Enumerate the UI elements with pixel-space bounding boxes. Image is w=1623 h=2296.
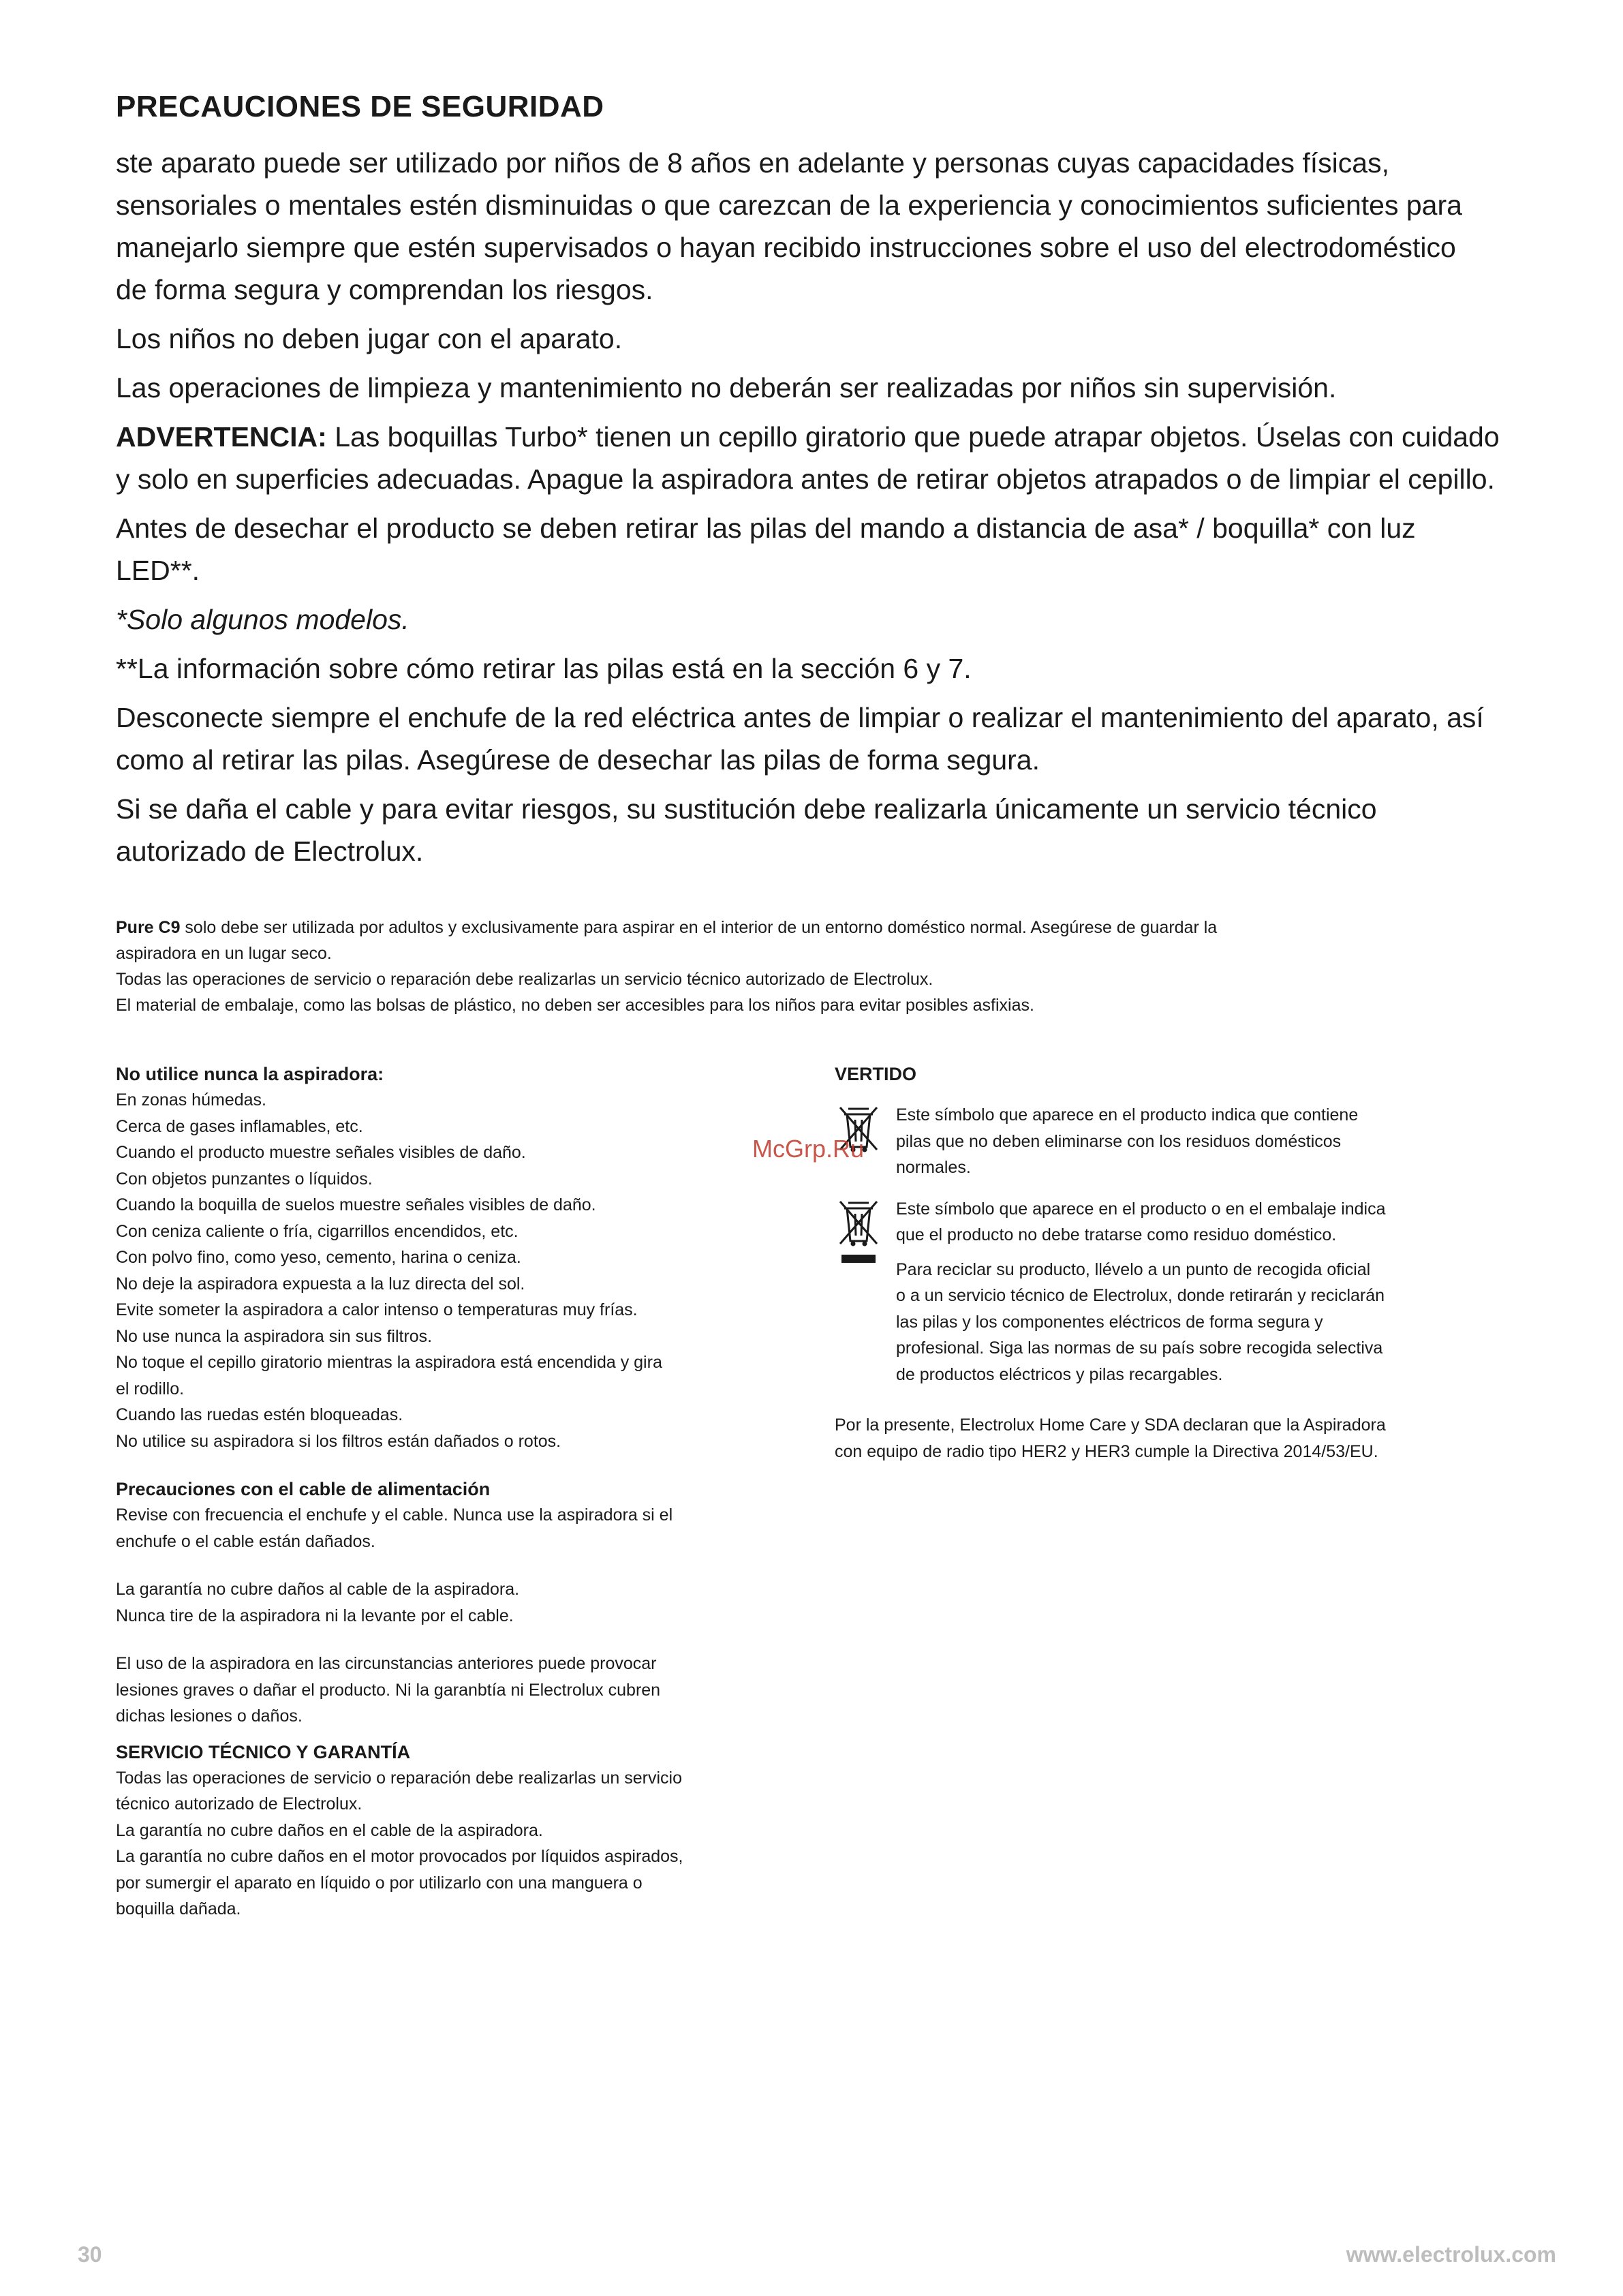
list-item: No use nunca la aspiradora sin sus filtros. (116, 1326, 433, 1346)
paragraph-some-models: *Solo algunos modelos. (116, 604, 409, 635)
paragraph-cable-replacement (116, 788, 1533, 872)
service-line: boquilla dañada. (116, 1899, 241, 1918)
paragraph-battery-info: **La información sobre cómo retirar las pilas está en la sección 6 y 7. (116, 653, 972, 684)
crossed-out-bin-with-bar-icon (835, 1196, 896, 1388)
intro-line: Todas las operaciones de servicio o reparación debe realizarlas un servicio técnico autorizado de Electrolux. (116, 970, 933, 989)
list-item: Cerca de gases inflamables, etc. (116, 1116, 363, 1136)
text-line: Por la presente, Electrolux Home Care y SDA declaran que la Aspiradora (835, 1415, 1386, 1435)
paragraph-batteries (116, 507, 1533, 592)
text-line: LED**. (116, 555, 200, 586)
left-column (116, 1061, 797, 1923)
list-item: Cuando el producto muestre señales visibles de daño. (116, 1143, 526, 1162)
product-symbol-text (896, 1196, 1516, 1388)
text-line: las pilas y los componentes eléctricos de forma segura y (896, 1312, 1323, 1332)
service-line: por sumergir el aparato en líquido o por utilizarlo con una manguera o (116, 1873, 643, 1893)
cable-line: Revise con frecuencia el enchufe y el cable. Nunca use la aspiradora si el (116, 1505, 673, 1525)
list-item: No utilice su aspiradora si los filtros están dañados o rotos. (116, 1431, 561, 1451)
list-item: En zonas húmedas. (116, 1090, 266, 1109)
list-item: Con polvo fino, como yeso, cemento, harina o ceniza. (116, 1248, 521, 1267)
safety-lead-text (116, 142, 1533, 879)
service-line: La garantía no cubre daños en el motor provocados por líquidos aspirados, (116, 1847, 683, 1866)
service-line: Todas las operaciones de servicio o reparación debe realizarlas un servicio (116, 1768, 683, 1788)
text-line: sensoriales o mentales estén disminuidas o que carezcan de la experiencia y conocimientos suficientes para (116, 189, 1462, 221)
list-item: el rodillo. (116, 1379, 185, 1398)
list-item: Evite someter la aspiradora a calor intenso o temperaturas muy frías. (116, 1300, 638, 1319)
text-line: como al retirar las pilas. Asegúrese de desechar las pilas de forma segura. (116, 744, 1040, 776)
text-line: con equipo de radio tipo HER2 y HER3 cumple la Directiva 2014/53/EU. (835, 1441, 1378, 1461)
disposal-title: VERTIDO (835, 1064, 917, 1084)
page-number: 30 (78, 2242, 102, 2267)
list-item: Cuando las ruedas estén bloqueadas. (116, 1405, 403, 1424)
list-item: Con objetos punzantes o líquidos. (116, 1169, 373, 1189)
text-line: Las boquillas Turbo* tienen un cepillo giratorio que puede atrapar objetos. Úselas con cuidado (326, 421, 1500, 453)
text-line: Este símbolo que aparece en el producto o en el embalaje indica (896, 1199, 1386, 1219)
list-item: Cuando la boquilla de suelos muestre señales visibles de daño. (116, 1195, 596, 1214)
warranty-line: Nunca tire de la aspiradora ni la levante por el cable. (116, 1606, 514, 1625)
intro-line (116, 915, 1513, 940)
text-line: manejarlo siempre que estén supervisados o hayan recibido instrucciones sobre el uso del electrodoméstico (116, 232, 1456, 263)
injury-line: El uso de la aspiradora en las circunstancias anteriores puede provocar (116, 1654, 657, 1673)
text-line: Antes de desechar el producto se deben retirar las pilas del mando a distancia de asa* / boquilla* con luz (116, 512, 1416, 544)
paragraph-cleaning: Las operaciones de limpieza y mantenimiento no deberán ser realizadas por niños sin supervisión. (116, 372, 1337, 403)
battery-symbol-text (896, 1102, 1516, 1181)
text-line: Si se daña el cable y para evitar riesgos, su sustitución debe realizarla únicamente un servicio técnico (116, 793, 1377, 825)
text-line: solo debe ser utilizada por adultos y exclusivamente para aspirar en el interior de un entorno doméstico normal. Asegúrese de guardar la (180, 918, 1218, 937)
paragraph-warning (116, 416, 1533, 500)
text-line: ste aparato puede ser utilizado por niños de 8 años en adelante y personas cuyas capacidades físicas, (116, 147, 1389, 179)
text-line: y solo en superficies adecuadas. Apague la aspiradora antes de retirar objetos atrapados o de limpiar el cepillo. (116, 463, 1495, 495)
injury-line: lesiones graves o dañar el producto. Ni la garanbtía ni Electrolux cubren (116, 1680, 661, 1700)
cable-title: Precauciones con el cable de alimentación (116, 1479, 491, 1499)
cable-line: enchufe o el cable están dañados. (116, 1531, 375, 1551)
never-use-list (116, 1087, 797, 1454)
paragraph-children-play: Los niños no deben jugar con el aparato. (116, 323, 623, 354)
text-line: Este símbolo que aparece en el producto indica que contiene (896, 1105, 1359, 1124)
paragraph-supervision (116, 142, 1533, 311)
warning-label: ADVERTENCIA: (116, 421, 327, 453)
text-line: pilas que no deben eliminarse con los residuos domésticos (896, 1131, 1342, 1151)
service-line: técnico autorizado de Electrolux. (116, 1794, 362, 1813)
list-item: No toque el cepillo giratorio mientras la aspiradora está encendida y gira (116, 1353, 662, 1372)
text-line: de forma segura y comprendan los riesgos. (116, 274, 653, 305)
website-link[interactable]: www.electrolux.com (1346, 2242, 1556, 2267)
service-title: SERVICIO TÉCNICO Y GARANTÍA (116, 1741, 411, 1762)
list-item: Con ceniza caliente o fría, cigarrillos encendidos, etc. (116, 1221, 519, 1241)
text-line: de productos eléctricos y pilas recargables. (896, 1364, 1223, 1384)
usage-intro (116, 915, 1513, 1018)
text-line: Desconecte siempre el enchufe de la red eléctrica antes de limpiar o realizar el mantenimiento del aparato, así (116, 702, 1484, 733)
text-line: que el producto no debe tratarse como residuo doméstico. (896, 1225, 1337, 1244)
text-line: autorizado de Electrolux. (116, 836, 424, 867)
never-use-title: No utilice nunca la aspiradora: (116, 1064, 384, 1084)
intro-line: El material de embalaje, como las bolsas de plástico, no deben ser accesibles para los niños para evitar posibles asfixias. (116, 996, 1034, 1015)
product-symbol-row (835, 1196, 1516, 1388)
right-column (835, 1061, 1516, 1465)
text-line: profesional. Siga las normas de su país sobre recogida selectiva (896, 1338, 1383, 1358)
page-title: PRECAUCIONES DE SEGURIDAD (116, 90, 604, 123)
injury-line: dichas lesiones o daños. (116, 1706, 303, 1726)
battery-symbol-row (835, 1102, 1516, 1181)
warranty-line: La garantía no cubre daños al cable de la aspiradora. (116, 1580, 520, 1599)
watermark: McGrp.Ru (752, 1135, 865, 1163)
list-item: No deje la aspiradora expuesta a la luz directa del sol. (116, 1274, 525, 1294)
service-line: La garantía no cubre daños en el cable de la aspiradora. (116, 1820, 543, 1840)
text-line: o a un servicio técnico de Electrolux, donde retirarán y reciclarán (896, 1286, 1385, 1305)
product-name: Pure C9 (116, 918, 181, 937)
conformity-declaration (835, 1412, 1516, 1465)
text-line: Para reciclar su producto, llévelo a un punto de recogida oficial (896, 1259, 1371, 1279)
text-line: normales. (896, 1158, 971, 1177)
paragraph-unplug (116, 697, 1533, 781)
intro-line: aspiradora en un lugar seco. (116, 944, 332, 963)
